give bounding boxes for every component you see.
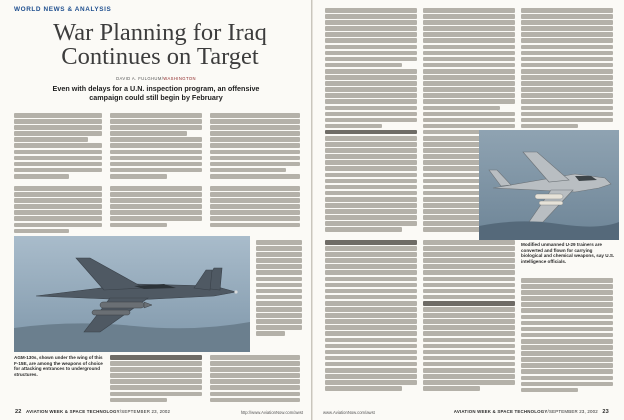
byline-author: DAVID A. FULGHUM/ bbox=[116, 76, 164, 81]
article-column-3-lower bbox=[256, 240, 302, 352]
right-page bbox=[312, 0, 624, 420]
byline bbox=[0, 76, 312, 81]
right-column-3-top bbox=[521, 8, 613, 130]
page-number-right: 23 bbox=[602, 409, 609, 415]
photo-caption-right: Modified unmanned U-29 trainers are converted and flown for carrying biological and chemical weapons, say U.S. intelligence officials. bbox=[521, 242, 615, 264]
section-tag: WORLD NEWS & ANALYSIS bbox=[14, 6, 112, 13]
url-right: www.AviationNow.com/awst bbox=[323, 410, 375, 415]
article-column-1-top bbox=[14, 113, 102, 183]
drone-photo bbox=[479, 130, 619, 240]
article-column-3-mid bbox=[210, 186, 300, 232]
right-column-1-top bbox=[325, 8, 417, 236]
byline-location: WASHINGTON bbox=[163, 76, 196, 81]
article-column-3-bottom bbox=[210, 355, 300, 405]
article-column-2-bottom bbox=[110, 355, 202, 405]
page-number-left: 22 bbox=[15, 409, 22, 415]
photo-caption-left: AGM-130s, shown under the wing of this F-15E, are among the weapons of choice for attacking entrances to underground structures. bbox=[14, 355, 103, 377]
drone-aircraft-image bbox=[479, 130, 619, 240]
issue-date-left: /SEPTEMBER 23, 2002 bbox=[119, 409, 171, 414]
right-column-2-bottom bbox=[423, 240, 515, 406]
f15e-aircraft-image bbox=[14, 236, 250, 352]
headline: War Planning for Iraq Continues on Target bbox=[53, 19, 267, 70]
publication-name-right: AVIATION WEEK & SPACE TECHNOLOGY bbox=[453, 409, 548, 414]
article-column-2-top bbox=[110, 113, 202, 183]
f15e-photo bbox=[14, 236, 250, 352]
left-footer bbox=[12, 409, 170, 415]
deck: Even with delays for a U.N. inspection program, an offensive campaign could still begin by February bbox=[52, 84, 260, 102]
right-footer bbox=[454, 409, 612, 415]
url-left: http://www.AviationNow.com/awst bbox=[240, 410, 303, 415]
right-column-3-mid bbox=[521, 278, 613, 406]
right-column-1-bottom bbox=[325, 240, 417, 406]
issue-date-right: /SEPTEMBER 23, 2002 bbox=[547, 409, 598, 414]
article-column-3-top bbox=[210, 113, 300, 183]
article-column-2-mid bbox=[110, 186, 202, 232]
publication-name-left: AVIATION WEEK & SPACE TECHNOLOGY bbox=[26, 409, 120, 414]
article-column-1-mid bbox=[14, 186, 102, 236]
